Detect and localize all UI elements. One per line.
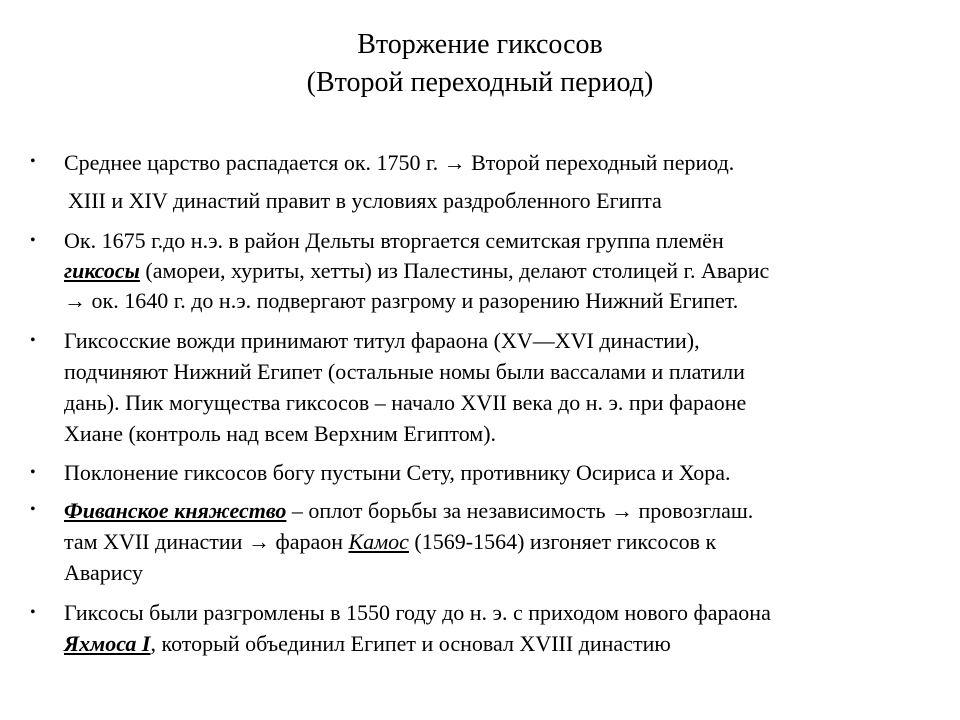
bullet-2-line-1: Ок. 1675 г.до н.э. в район Дельты вторгается семитская группа племён <box>64 228 724 253</box>
bullet-marker: • <box>30 604 36 621</box>
bullet-2-line-2 <box>64 256 769 286</box>
bullet-5-line-2 <box>64 527 716 557</box>
arrow-right-icon: → <box>611 498 633 523</box>
bullet-6-text: , который объединил Египет и основал XVIII династию <box>150 631 671 656</box>
bullet-1-text: Второй переходный период. <box>471 150 735 175</box>
bullet-5-line-3: Аварису <box>64 560 143 585</box>
bullet-marker: • <box>30 153 36 170</box>
bullet-6-line-2 <box>64 629 671 659</box>
bullet-1-line-1 <box>64 148 734 178</box>
bullet-5-text: там XVII династии <box>64 529 243 554</box>
ahmose-link[interactable]: Яхмоса I <box>64 631 151 656</box>
bullet-3-line-1: Гиксосские вожди принимают титул фараона (XV—XVI династии), <box>64 328 700 353</box>
bullet-3-line-4: Хиане (контроль над всем Верхним Египтом). <box>64 421 497 446</box>
bullet-5-text: (1569-1564) изгоняет гиксосов к <box>414 529 717 554</box>
bullet-marker: • <box>30 501 36 518</box>
bullet-2-line-3 <box>64 286 738 316</box>
bullet-5-text: провозглаш. <box>638 498 754 523</box>
bullet-1-line-2: XIII и XIV династий правит в условиях раздробленного Египта <box>68 188 662 213</box>
bullet-2-text: (амореи, хуриты, хетты) из Палестины, делают столицей г. Аварис <box>145 258 770 283</box>
arrow-right-icon: → <box>247 529 270 554</box>
bullet-6-line-1: Гиксосы были разгромлены в 1550 году до н. э. с приходом нового фараона <box>64 600 771 625</box>
bullet-marker: • <box>30 332 36 349</box>
bullet-5-text: – оплот борьбы за независимость <box>291 498 606 523</box>
slide-title <box>0 26 960 102</box>
bullet-3-line-2: подчиняют Нижний Египет (остальные номы были вассалами и платили <box>64 359 745 384</box>
bullet-3-line-3: дань). Пик могущества гиксосов – начало XVII века до н. э. при фараоне <box>64 390 747 415</box>
hyksos-link[interactable]: гиксосы <box>64 258 140 283</box>
arrow-right-icon: → <box>64 288 86 313</box>
bullet-marker: • <box>30 464 36 481</box>
bullet-5-line-1 <box>64 496 753 526</box>
bullet-marker: • <box>30 232 36 249</box>
title-line-1: Вторжение гиксосов <box>357 29 603 60</box>
kamose-link[interactable]: Камос <box>348 529 409 554</box>
title-line-2: (Второй переходный период) <box>306 67 654 98</box>
bullet-2-text: ок. 1640 г. до н.э. подвергают разгрому и разорению Нижний Египет. <box>91 288 739 313</box>
theban-principality-link[interactable]: Фиванское княжество <box>64 498 287 523</box>
bullet-1-text: Среднее царство распадается ок. 1750 г. <box>64 150 439 175</box>
bullet-5-text: фараон <box>275 529 343 554</box>
arrow-right-icon: → <box>443 150 466 175</box>
bullet-4-line-1: Поклонение гиксосов богу пустыни Сету, противнику Осириса и Хора. <box>64 460 731 485</box>
